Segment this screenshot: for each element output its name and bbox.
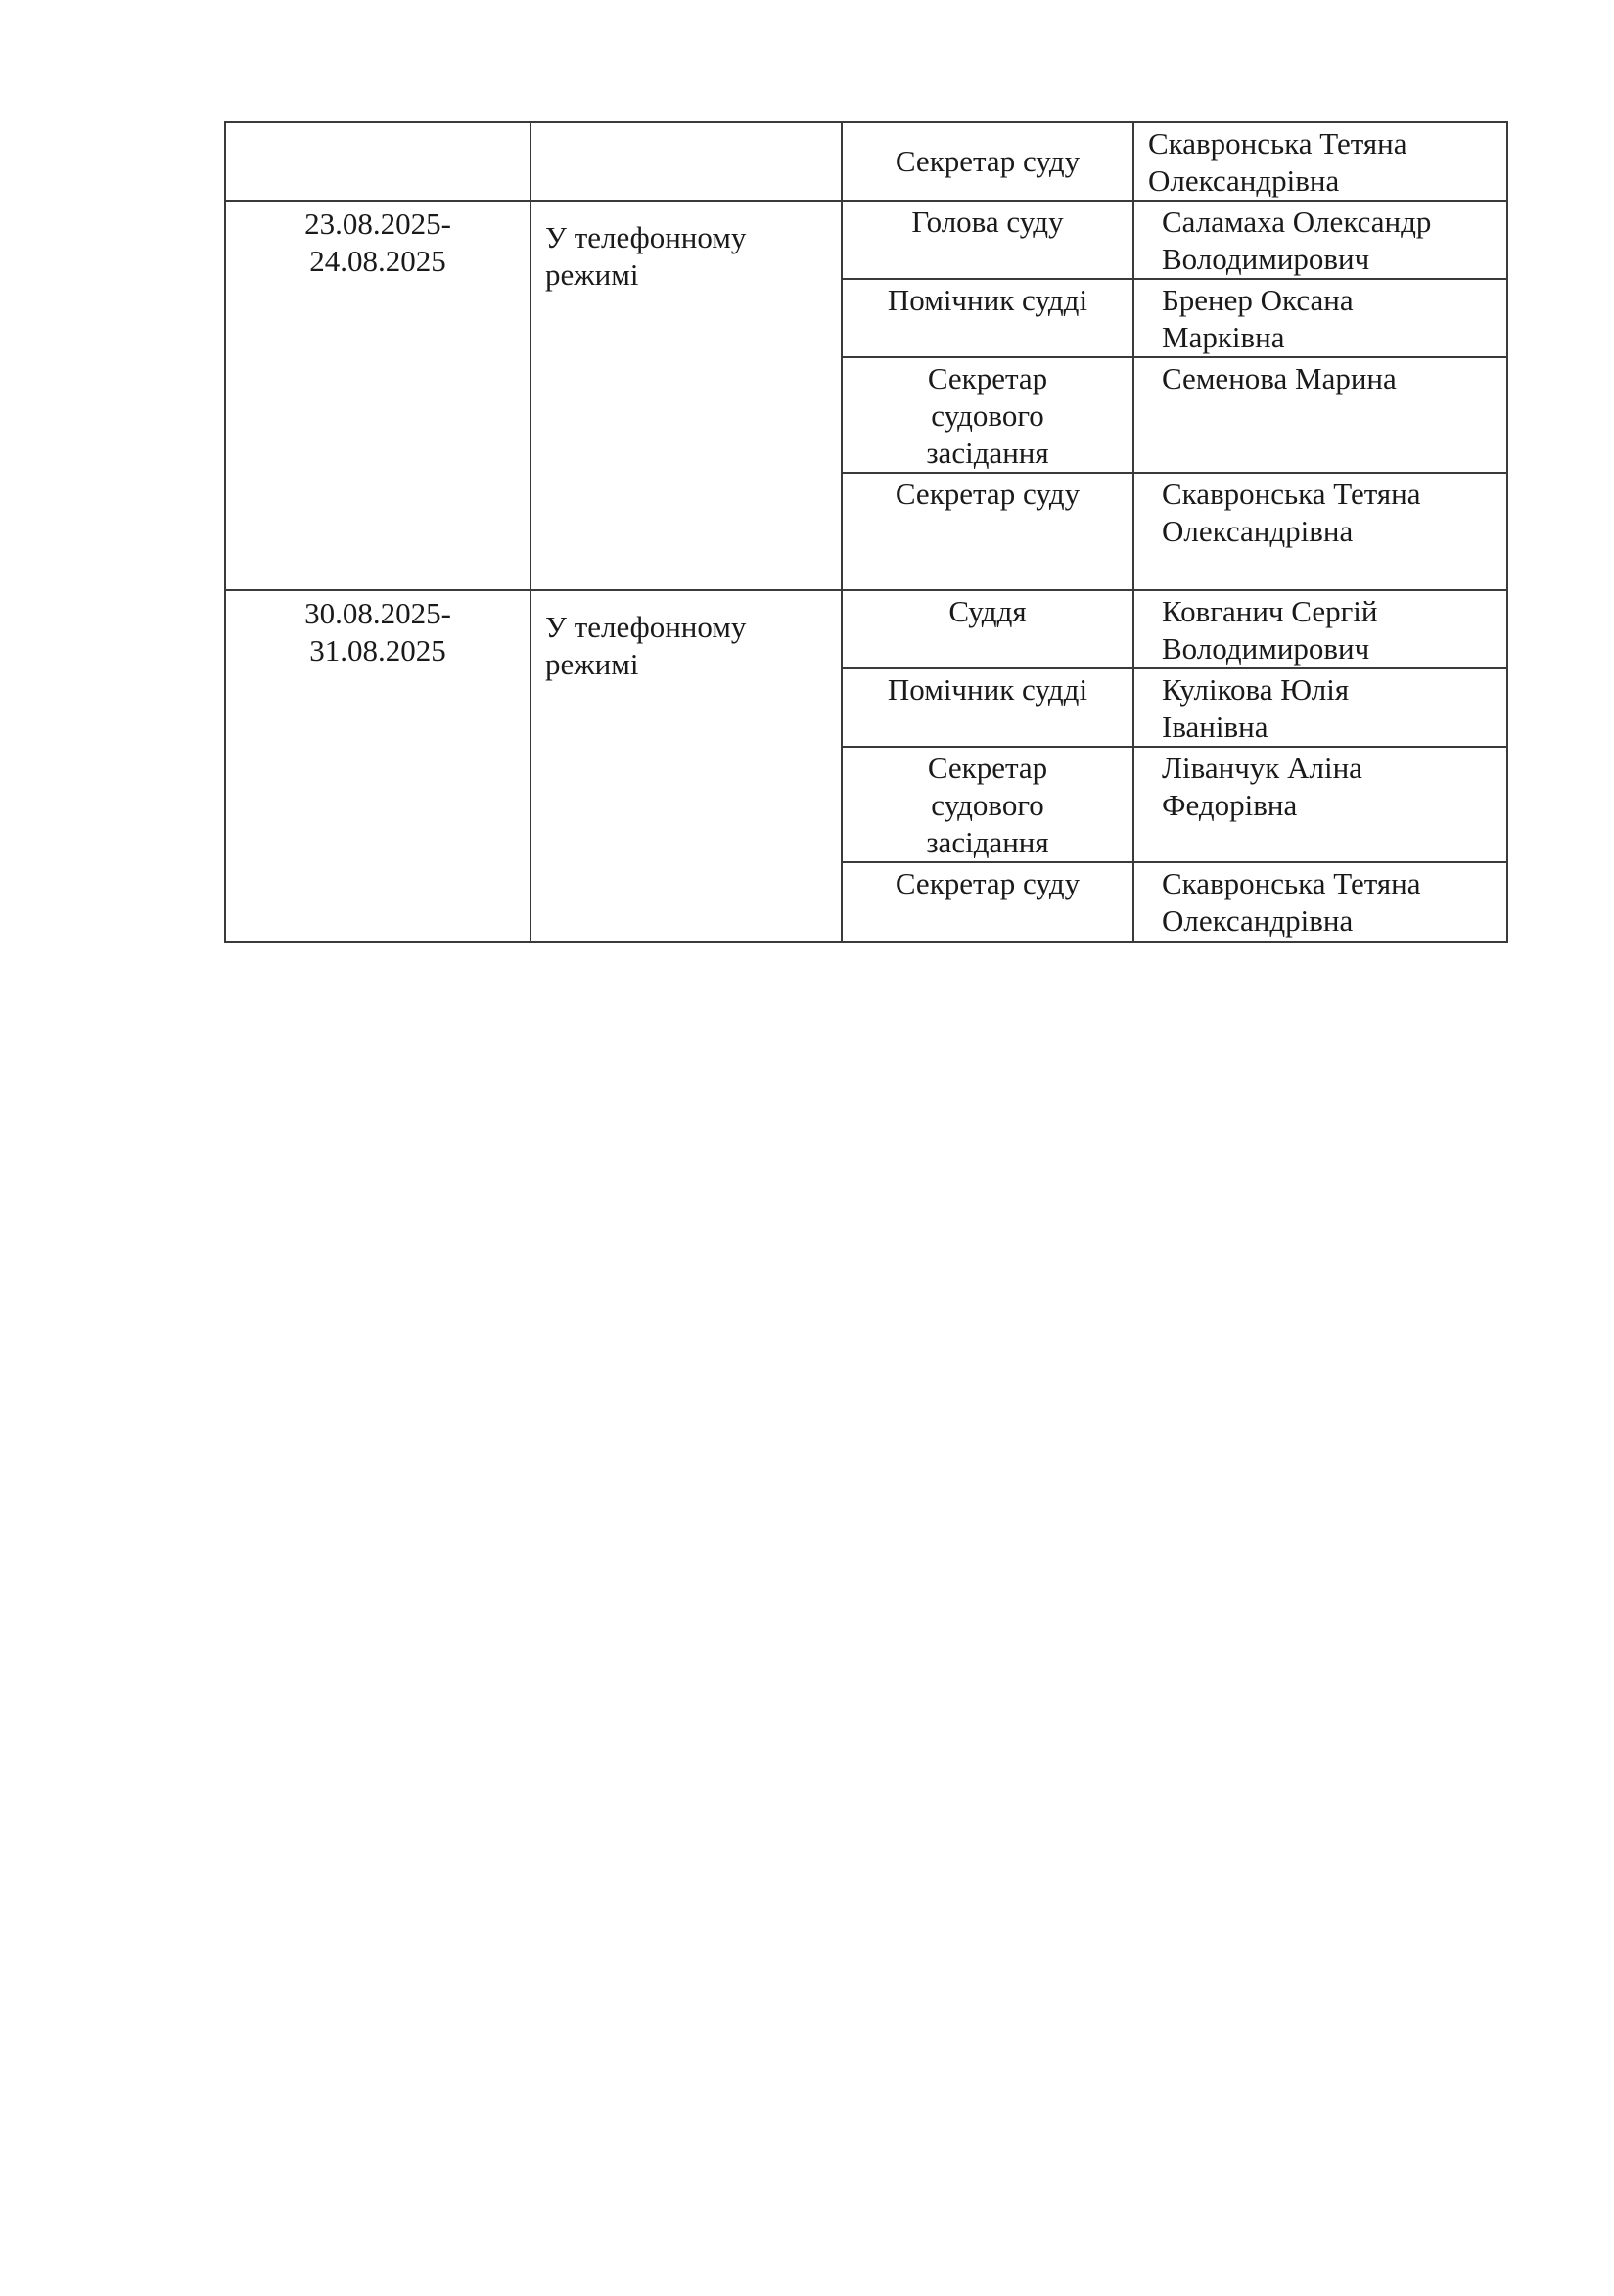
role-text: судового bbox=[931, 398, 1044, 433]
role-text: Голова суду bbox=[911, 205, 1064, 239]
role-cell bbox=[842, 122, 1133, 201]
name-cell bbox=[1133, 590, 1507, 668]
name-cell bbox=[1133, 201, 1507, 279]
mode-text: режимі bbox=[545, 647, 639, 681]
role-text: Помічник судді bbox=[887, 672, 1088, 707]
mode-text: У телефонному bbox=[545, 220, 747, 254]
period-text: 24.08.2025 bbox=[309, 244, 446, 278]
name-cell bbox=[1133, 747, 1507, 862]
period-cell bbox=[225, 590, 530, 942]
role-cell bbox=[842, 668, 1133, 747]
duty-schedule-table bbox=[224, 121, 1508, 943]
role-cell bbox=[842, 201, 1133, 279]
role-cell bbox=[842, 357, 1133, 473]
name-text: Саламаха Олександр bbox=[1162, 205, 1432, 239]
name-text: Скавронська Тетяна bbox=[1148, 126, 1407, 161]
role-text: Секретар bbox=[927, 361, 1048, 395]
table-row bbox=[225, 201, 1507, 279]
role-cell bbox=[842, 862, 1133, 942]
name-text: Іванівна bbox=[1162, 710, 1268, 744]
role-cell bbox=[842, 279, 1133, 357]
period-cell bbox=[225, 201, 530, 590]
period-cell-empty bbox=[225, 122, 530, 201]
name-text: Олександрівна bbox=[1162, 903, 1354, 938]
mode-cell bbox=[530, 590, 842, 942]
period-text: 31.08.2025 bbox=[309, 633, 446, 667]
name-cell bbox=[1133, 473, 1507, 590]
role-text: Суддя bbox=[948, 594, 1027, 628]
name-text: Федорівна bbox=[1162, 788, 1298, 822]
table-row bbox=[225, 590, 1507, 668]
mode-cell-empty bbox=[530, 122, 842, 201]
name-cell bbox=[1133, 668, 1507, 747]
role-text: Секретар bbox=[927, 751, 1048, 785]
role-cell bbox=[842, 473, 1133, 590]
name-text: Кулікова Юлія bbox=[1162, 672, 1350, 707]
name-text: Скавронська Тетяна bbox=[1162, 477, 1421, 511]
name-text: Скавронська Тетяна bbox=[1162, 866, 1421, 900]
role-text: Помічник судді bbox=[887, 283, 1088, 317]
name-text: Володимирович bbox=[1162, 242, 1370, 276]
name-cell bbox=[1133, 862, 1507, 942]
mode-text: режимі bbox=[545, 257, 639, 292]
role-text: Секретар суду bbox=[895, 144, 1081, 178]
role-text: Секретар суду bbox=[895, 477, 1081, 511]
name-cell bbox=[1133, 279, 1507, 357]
role-text: засідання bbox=[926, 436, 1049, 470]
name-cell bbox=[1133, 122, 1507, 201]
name-text: Володимирович bbox=[1162, 631, 1370, 666]
name-text: Семенова Марина bbox=[1162, 361, 1397, 395]
role-text: Секретар суду bbox=[895, 866, 1081, 900]
name-text: Олександрівна bbox=[1162, 514, 1354, 548]
name-text: Марківна bbox=[1162, 320, 1285, 354]
name-text: Олександрівна bbox=[1148, 163, 1340, 198]
role-text: засідання bbox=[926, 825, 1049, 859]
table-row bbox=[225, 122, 1507, 201]
role-cell bbox=[842, 747, 1133, 862]
name-cell bbox=[1133, 357, 1507, 473]
mode-text: У телефонному bbox=[545, 610, 747, 644]
name-text: Бренер Оксана bbox=[1162, 283, 1354, 317]
name-text: Ковганич Сергій bbox=[1162, 594, 1378, 628]
period-text: 23.08.2025- bbox=[304, 207, 451, 241]
name-text: Ліванчук Аліна bbox=[1162, 751, 1362, 785]
role-text: судового bbox=[931, 788, 1044, 822]
period-text: 30.08.2025- bbox=[304, 596, 451, 630]
role-cell bbox=[842, 590, 1133, 668]
mode-cell bbox=[530, 201, 842, 590]
